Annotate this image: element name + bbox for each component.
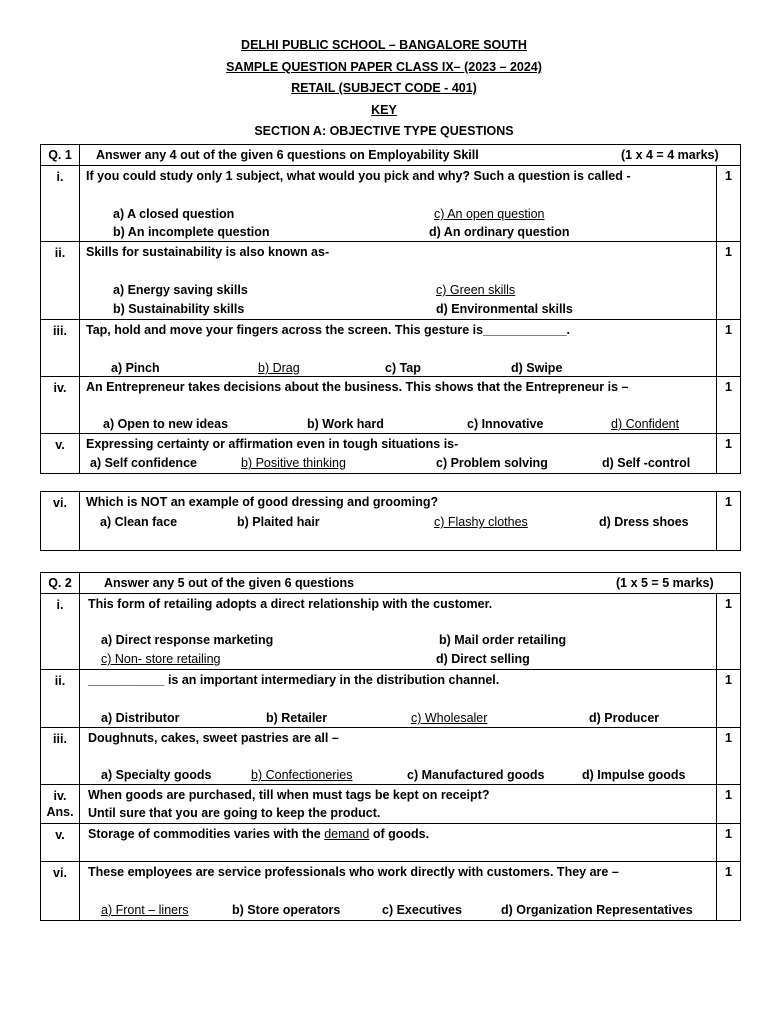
option-d: d) Environmental skills — [436, 302, 573, 316]
item-number: i. — [41, 594, 80, 669]
option-c: c) Executives — [382, 903, 462, 917]
answer-text: Until sure that you are going to keep the product. — [88, 806, 381, 820]
option-c: c) Innovative — [467, 417, 544, 431]
item-number: v. — [41, 434, 80, 473]
option-a: a) Direct response marketing — [101, 633, 274, 647]
option-a: a) Energy saving skills — [113, 283, 248, 297]
q1-item-i — [41, 165, 740, 241]
option-d: d) An ordinary question — [429, 225, 570, 239]
item-mark: 1 — [716, 862, 740, 920]
section-title: SECTION A: OBJECTIVE TYPE QUESTIONS — [254, 124, 514, 138]
option-b: b) Plaited hair — [237, 515, 320, 529]
item-number: iii. — [41, 320, 80, 376]
q1-table-continued — [40, 491, 741, 551]
option-a: a) Open to new ideas — [103, 417, 229, 431]
option-b-answer: b) Confectioneries — [251, 768, 353, 782]
option-c: c) Problem solving — [436, 456, 548, 470]
option-a: a) Specialty goods — [101, 768, 212, 782]
option-d: d) Self -control — [602, 456, 691, 470]
q2-item-i — [41, 593, 740, 669]
question-text: Doughnuts, cakes, sweet pastries are all – — [88, 731, 339, 745]
item-mark: 1 — [716, 728, 740, 784]
item-mark: 1 — [716, 670, 740, 727]
option-d: d) Organization Representatives — [501, 903, 693, 917]
subject-title: RETAIL (SUBJECT CODE - 401) — [291, 81, 477, 95]
item-mark: 1 — [716, 785, 740, 823]
option-b: b) Retailer — [266, 711, 328, 725]
option-b-answer: b) Drag — [258, 361, 300, 375]
question-text-after: of goods. — [372, 827, 430, 841]
question-text: Which is NOT an example of good dressing and grooming? — [86, 495, 439, 509]
option-a-answer: a) Front – liners — [101, 903, 189, 917]
item-number: i. — [41, 166, 80, 241]
answer-blank: demand — [324, 827, 370, 841]
item-number: vi. — [41, 492, 80, 550]
item-number: v. — [41, 824, 80, 861]
option-d: d) Dress shoes — [599, 515, 689, 529]
q2-table — [40, 572, 741, 921]
option-d-answer: d) Confident — [611, 417, 680, 431]
q2-item-iii — [41, 727, 740, 784]
q1-header-row — [41, 145, 740, 165]
question-text: Skills for sustainability is also known as- — [86, 245, 330, 259]
q2-header-row — [41, 573, 740, 593]
question-text: If you could study only 1 subject, what would you pick and why? Such a question is called - — [86, 169, 631, 183]
q2-number: Q. 2 — [41, 573, 80, 593]
answer-label: Ans. — [46, 805, 74, 819]
option-a: a) Clean face — [100, 515, 178, 529]
q1-item-v — [41, 433, 740, 473]
item-mark: 1 — [716, 377, 740, 433]
key-title: KEY — [371, 103, 397, 117]
item-mark: 1 — [716, 320, 740, 376]
question-text: ___________ is an important intermediary in the distribution channel. — [88, 673, 500, 687]
option-d: d) Producer — [589, 711, 660, 725]
q1-instruction: Answer any 4 out of the given 6 questions on Employability Skill — [96, 148, 479, 162]
option-d: d) Swipe — [511, 361, 563, 375]
option-b: b) An incomplete question — [113, 225, 270, 239]
question-text: Tap, hold and move your fingers across the screen. This gesture is____________. — [86, 323, 570, 337]
item-mark: 1 — [716, 242, 740, 319]
item-number: ii. — [41, 670, 80, 727]
option-a: a) Distributor — [101, 711, 180, 725]
option-b: b) Store operators — [232, 903, 341, 917]
q1-marks: (1 x 4 = 4 marks) — [621, 148, 719, 162]
q1-item-vi — [41, 492, 740, 550]
q2-marks: (1 x 5 = 5 marks) — [616, 576, 714, 590]
item-number — [41, 785, 80, 823]
question-text: Expressing certainty or affirmation even in tough situations is- — [86, 437, 459, 451]
q1-number: Q. 1 — [41, 145, 80, 165]
question-text: An Entrepreneur takes decisions about the business. This shows that the Entrepreneur is – — [86, 380, 629, 394]
option-a: a) Self confidence — [90, 456, 197, 470]
option-c-answer: c) Flashy clothes — [434, 515, 528, 529]
item-number: iv. — [41, 377, 80, 433]
item-number: ii. — [41, 242, 80, 319]
option-a: a) A closed question — [113, 207, 235, 221]
option-b: b) Work hard — [307, 417, 384, 431]
option-d: d) Direct selling — [436, 652, 530, 666]
school-name: DELHI PUBLIC SCHOOL – BANGALORE SOUTH — [241, 38, 527, 52]
option-b-answer: b) Positive thinking — [241, 456, 346, 470]
q1-item-iv — [41, 376, 740, 433]
q1-item-ii — [41, 241, 740, 319]
q1-table — [40, 144, 741, 474]
option-c-answer: c) Non- store retailing — [101, 652, 221, 666]
option-b: b) Mail order retailing — [439, 633, 567, 647]
q2-item-ii — [41, 669, 740, 727]
option-c-answer: c) Wholesaler — [411, 711, 488, 725]
q2-item-iv — [41, 784, 740, 823]
question-text — [88, 826, 429, 842]
option-c-answer: c) Green skills — [436, 283, 516, 297]
question-text: These employees are service professionals who work directly with customers. They are – — [88, 865, 619, 879]
item-number: vi. — [41, 862, 80, 920]
item-mark: 1 — [716, 492, 740, 550]
option-d: d) Impulse goods — [582, 768, 686, 782]
option-c: c) Tap — [385, 361, 421, 375]
item-number-label: iv. — [53, 789, 67, 803]
q2-item-v — [41, 823, 740, 861]
paper-title: SAMPLE QUESTION PAPER CLASS IX– (2023 – 2024) — [226, 60, 542, 74]
question-text: When goods are purchased, till when must tags be kept on receipt? — [88, 788, 490, 802]
item-mark: 1 — [716, 824, 740, 861]
option-c-answer: c) An open question — [434, 207, 545, 221]
item-mark: 1 — [716, 166, 740, 241]
q2-item-vi — [41, 861, 740, 920]
item-mark: 1 — [716, 434, 740, 473]
option-b: b) Sustainability skills — [113, 302, 245, 316]
q1-item-iii — [41, 319, 740, 376]
question-text-before: Storage of commodities varies with the — [88, 827, 321, 841]
item-number: iii. — [41, 728, 80, 784]
option-a: a) Pinch — [111, 361, 160, 375]
option-c: c) Manufactured goods — [407, 768, 545, 782]
question-text: This form of retailing adopts a direct relationship with the customer. — [88, 597, 493, 611]
q2-instruction: Answer any 5 out of the given 6 questions — [104, 576, 355, 590]
item-mark: 1 — [716, 594, 740, 669]
